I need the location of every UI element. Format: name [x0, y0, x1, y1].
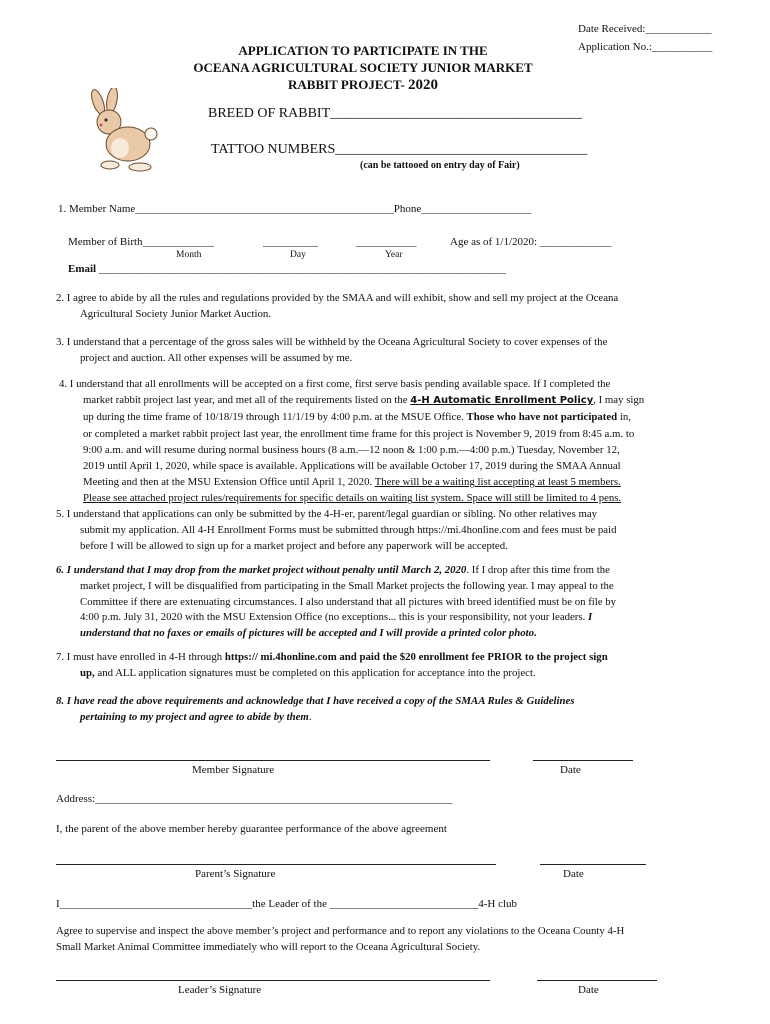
- birth-year-field[interactable]: ___________: [356, 236, 417, 248]
- parent-date-line[interactable]: [540, 864, 646, 865]
- rabbit-eye: [104, 118, 107, 121]
- leader-signature-caption: Leader’s Signature: [178, 984, 262, 996]
- tattoo-field[interactable]: TATTOO NUMBERS____________________________________: [211, 142, 588, 157]
- parent-guarantee-text: I, the parent of the above member hereby guarantee performance of the above agreement: [56, 823, 447, 835]
- title-line-3: RABBIT PROJECT- 2020: [288, 77, 438, 93]
- parent-signature-caption: Parent’s Signature: [195, 868, 276, 880]
- rabbit-foot-back: [129, 163, 151, 171]
- form-title: [143, 42, 583, 94]
- leader-agreement-text: Agree to supervise and inspect the above member’s project and performance and to report any violations to the Oceana County 4-H Small Market Animal Committee immediately who will report to the Oceana Agricultural Society.: [56, 925, 625, 953]
- item-4: 4. I understand that all enrollments will be accepted on a first come, first serve basis pending available space. If I completed the market rabbit project last year, and met all of the requirements listed on the 4-H Automatic Enrollment Policy, I may sign up during the time frame of 10/18/19 through 11/1/19 by 4:00 p.m. at the MSUE Office. Those who have not participated in, or completed a market rabbit project last year, the enrollment time frame for this project is November 9, 2019 from 8:45 a.m. to 9:00 a.m. and will resume during normal business hours (8 a.m.—12 noon & 1:00 p.m.—4:00 p.m.) Tuesday, November 12, 2019 until April 1, 2020, while space is available. Applications will be available October 17, 2019 during the SMAA Annual Meeting and then at the MSU Extension Office until April 1, 2020. There will be a waiting list accepting at least 5 members. Please see attached project rules/requirements for specific details on waiting list system. Space will still be limited to 4 pens.: [59, 378, 645, 505]
- rabbit-nose: [100, 124, 103, 127]
- rabbit-foot-front: [101, 161, 119, 169]
- item-3: 3. I understand that a percentage of the gross sales will be withheld by the Oceana Agricultural Society to cover expenses of the project and auction. All other expenses will be assumed by me.: [56, 336, 608, 364]
- member-date-line[interactable]: [533, 760, 633, 761]
- member-signature-caption: Member Signature: [192, 764, 275, 776]
- tattoo-note: (can be tattooed on entry day of Fair): [360, 160, 520, 171]
- age-field[interactable]: Age as of 1/1/2020: _____________: [450, 236, 612, 248]
- address-field[interactable]: Address:_________________________________________________________________: [56, 793, 453, 805]
- year-caption: Year: [385, 250, 403, 260]
- birth-day-field[interactable]: __________: [263, 236, 318, 248]
- leader-date-line[interactable]: [537, 980, 657, 981]
- rabbit-belly: [111, 138, 129, 158]
- title-line-2: OCEANA AGRICULTURAL SOCIETY JUNIOR MARKET: [193, 60, 533, 75]
- item-7: 7. I must have enrolled in 4-H through https:// mi.4honline.com and paid the $20 enrollment fee PRIOR to the project sign up, and ALL application signatures must be completed on this application for acceptance into the project.: [56, 651, 608, 679]
- item-5: 5. I understand that applications can only be submitted by the 4-H-er, parent/legal guardian or sibling. No other relatives may submit my application. All 4-H Enrollment Forms must be submitted through https://mi.4honline.com and fees must be paid before I will be allowed to sign up for a market project and before any paperwork will be accepted.: [56, 508, 617, 552]
- automatic-enrollment-policy-link[interactable]: 4-H Automatic Enrollment Policy: [410, 395, 594, 407]
- day-caption: Day: [290, 250, 306, 260]
- title-line-1: APPLICATION TO PARTICIPATE IN THE: [238, 43, 488, 58]
- breed-field[interactable]: BREED OF RABBIT____________________________________: [208, 106, 583, 121]
- date-received-field[interactable]: Date Received:____________: [578, 23, 712, 35]
- item-8: 8. I have read the above requirements and acknowledge that I have received a copy of the SMAA Rules & Guidelines pertaining to my project and agree to abide by them.: [56, 695, 575, 723]
- birth-month-field[interactable]: Member of Birth_____________: [68, 236, 215, 248]
- email-label: Email: [68, 263, 97, 275]
- rabbit-illustration: [84, 88, 164, 178]
- item-2: 2. I agree to abide by all the rules and regulations provided by the SMAA and will exhibit, show and sell my project at the Oceana Agricultural Society Junior Market Auction.: [56, 292, 619, 320]
- leader-club-field[interactable]: I___________________________________the Leader of the ___________________________4-H club: [56, 898, 518, 910]
- parent-signature-line[interactable]: [56, 864, 496, 865]
- month-caption: Month: [176, 250, 202, 260]
- application-number-field[interactable]: Application No.:___________: [578, 41, 713, 53]
- leader-date-caption: Date: [578, 984, 599, 996]
- leader-signature-line[interactable]: [56, 980, 490, 981]
- member-signature-line[interactable]: [56, 760, 490, 761]
- member-date-caption: Date: [560, 764, 581, 776]
- item-6: 6. I understand that I may drop from the market project without penalty until March 2, 2020. If I drop after this time from the market project, I will be disqualified from participating in the Small Market projects the following year. I may appeal to the Committee if there are extenuating circumstances. I also understand that all pictures with breed identified must be on file by 4:00 p.m. July 31, 2020 with the MSU Extension Office (no exceptions... this is your responsibility, not your leaders. I understand that no faxes or emails of pictures will be accepted and I will provide a printed color photo.: [56, 564, 617, 640]
- rabbit-tail: [145, 128, 157, 140]
- email-field[interactable]: Email __________________________________________________________________________: [68, 263, 506, 275]
- parent-date-caption: Date: [563, 868, 584, 880]
- member-name-phone-field[interactable]: 1. Member Name_______________________________________________Phone____________________: [58, 203, 532, 215]
